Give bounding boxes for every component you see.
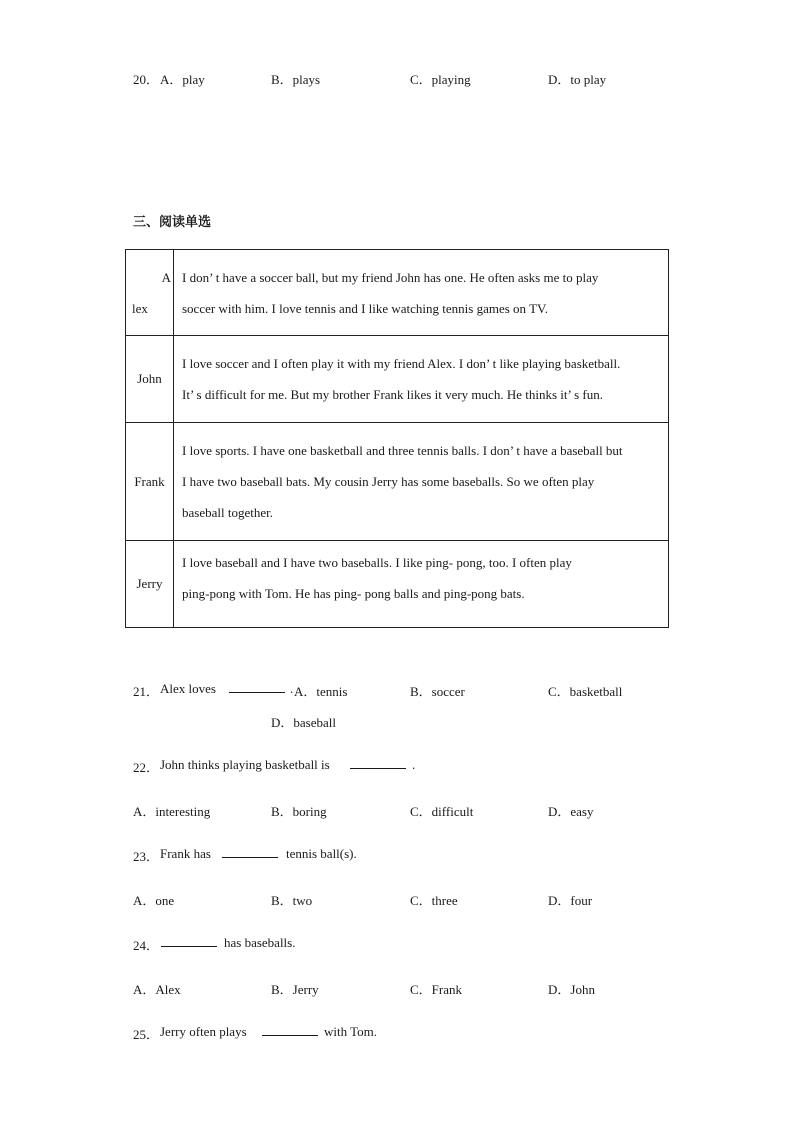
section-heading: 三、阅读单选 [133,215,212,230]
option-c[interactable]: C．playing [410,72,471,87]
person-name-cell: John [126,336,174,423]
answer-blank [222,846,278,862]
question-stem-end: has baseballs. [224,935,296,950]
passage-line: I love baseball and I have two baseballs. I like ping- pong, too. I often play [182,555,572,570]
question-number: 23． [133,849,160,864]
person-name-cell [126,250,174,336]
question-number: 25． [133,1027,160,1042]
option-b[interactable]: B．Jerry [271,982,319,997]
option-b[interactable]: B．plays [271,72,321,87]
passage-text-cell [174,423,669,541]
option-a[interactable]: A．interesting [133,804,211,819]
question-number: 24． [133,938,160,953]
option-b[interactable]: B．soccer [410,684,465,699]
passage-text-cell [174,250,669,336]
passage-table [125,249,669,628]
question-stem-end: with Tom. [324,1024,378,1039]
passage-line: I love sports. I have one basketball and three tennis balls. I don’ t have a baseball but [182,443,623,458]
table-row [126,423,669,541]
person-name-cell: Frank [126,423,174,541]
option-a[interactable]: A．play [160,72,205,87]
option-c[interactable]: C．three [410,893,458,908]
table-row [126,250,669,336]
question-number: 22． [133,760,160,775]
question-number: 21． [133,684,160,699]
answer-blank [350,757,406,773]
answer-blank [229,681,285,697]
option-d[interactable]: D．four [548,893,593,908]
option-b[interactable]: B．two [271,893,313,908]
question-stem-end: . [290,681,294,696]
passage-text-cell [174,541,669,628]
passage-line: soccer with him. I love tennis and I like watching tennis games on TV. [182,300,548,316]
passage-line: It’ s difficult for me. But my brother Frank likes it very much. He thinks it’ s fun. [182,387,603,402]
option-c[interactable]: C．Frank [410,982,463,997]
table-row [126,336,669,423]
option-a[interactable]: A．one [133,893,175,908]
person-name-cell: Jerry [126,541,174,628]
question-number: 20． [133,72,160,87]
person-name-part: A [161,269,171,285]
option-b[interactable]: B．boring [271,804,327,819]
table-row [126,541,669,628]
passage-line: I have two baseball bats. My cousin Jerry has some baseballs. So we often play [182,474,595,489]
passage-line: baseball together. [182,505,273,520]
option-d[interactable]: D．easy [548,804,594,819]
question-stem-end: . [412,757,416,772]
option-c[interactable]: C．basketball [548,684,623,699]
option-a[interactable]: A．Alex [133,982,181,997]
option-c[interactable]: C．difficult [410,804,474,819]
passage-line: ping-pong with Tom. He has ping- pong balls and ping-pong bats. [182,586,525,601]
question-stem: Alex loves [160,681,216,696]
option-d[interactable]: D．to play [548,72,607,87]
question-stem: Jerry often plays [160,1024,247,1039]
question-stem-end: tennis ball(s). [286,846,357,861]
passage-line: I don’ t have a soccer ball, but my friend John has one. He often asks me to play [182,269,599,285]
person-name-part: lex [132,300,148,316]
option-d[interactable]: D．baseball [271,715,336,730]
answer-blank [262,1024,318,1040]
option-a[interactable]: A．tennis [294,684,348,699]
passage-line: I love soccer and I often play it with my friend Alex. I don’ t like playing basketball. [182,356,621,371]
option-d[interactable]: D．John [548,982,595,997]
passage-text-cell [174,336,669,423]
question-stem: John thinks playing basketball is [160,757,330,772]
answer-blank [161,935,217,951]
question-stem: Frank has [160,846,211,861]
